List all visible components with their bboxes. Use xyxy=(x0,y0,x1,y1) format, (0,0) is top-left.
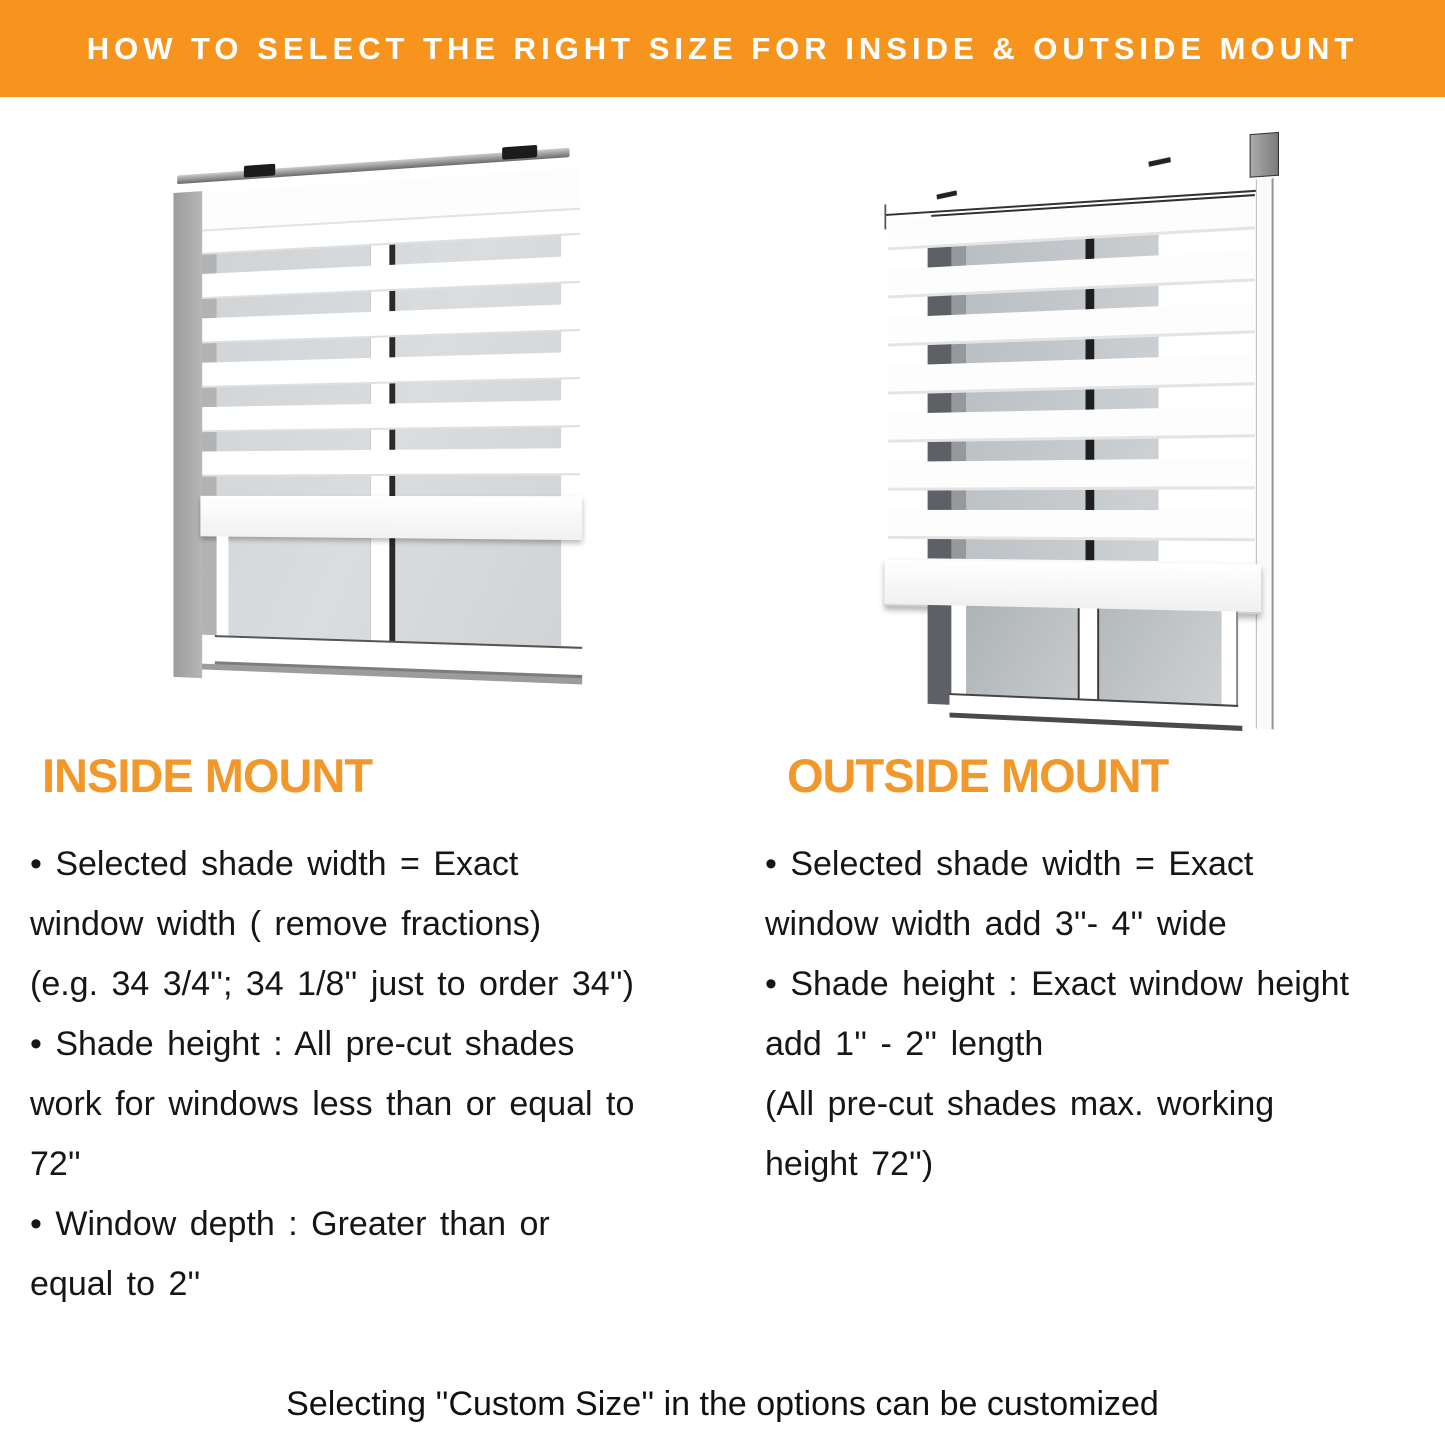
window-sash xyxy=(1222,611,1239,707)
window-sash xyxy=(951,605,966,699)
instruction-line: • Selected shade width = Exact xyxy=(765,845,1254,883)
mounting-screw-mark xyxy=(1148,157,1171,167)
header-banner xyxy=(0,0,1445,97)
instruction-line: (e.g. 34 3/4''; 34 1/8'' just to order 34'') xyxy=(30,965,634,1003)
window-glass xyxy=(1099,609,1221,707)
instruction-line: height 72'') xyxy=(765,1145,934,1183)
shade-side-channel xyxy=(1256,178,1274,729)
instruction-line: (All pre-cut shades max. working xyxy=(765,1085,1275,1123)
zebra-shade-stripes xyxy=(202,208,580,497)
instruction-line: • Selected shade width = Exact xyxy=(30,845,519,883)
shade-bottom-rail xyxy=(200,496,582,540)
mounting-clip xyxy=(244,164,275,178)
inside-mount-instructions xyxy=(30,834,725,1314)
window-mullion xyxy=(1078,608,1099,701)
mounting-clip xyxy=(502,145,537,160)
outside-mount-perspective-wrapper xyxy=(877,124,1279,743)
instruction-line: • Shade height : All pre-cut shades xyxy=(30,1025,575,1063)
inside-mount-perspective-wrapper xyxy=(174,137,580,710)
ceiling-mount-bracket xyxy=(1250,132,1279,178)
inside-mount-illustration xyxy=(158,152,578,700)
outside-mount-instructions xyxy=(765,834,1437,1194)
window-glass xyxy=(966,606,1078,701)
mounting-screw-mark xyxy=(936,190,957,199)
outside-mount-heading: OUTSIDE MOUNT xyxy=(787,749,1169,802)
custom-size-note: Selecting ''Custom Size'' in the options can be customized xyxy=(286,1385,1159,1423)
instruction-line: work for windows less than or equal to xyxy=(30,1085,635,1123)
zebra-shade-stripes xyxy=(888,198,1255,564)
instruction-line: • Window depth : Greater than or xyxy=(30,1205,550,1243)
instruction-line: • Shade height : Exact window height xyxy=(765,965,1350,1003)
instruction-line: equal to 2'' xyxy=(30,1265,201,1303)
instruction-line: window width add 3''- 4'' wide xyxy=(765,905,1227,943)
instruction-line: 72'' xyxy=(30,1145,81,1183)
outside-mount-illustration xyxy=(862,140,1277,732)
banner-title: HOW TO SELECT THE RIGHT SIZE FOR INSIDE & OUTSIDE MOUNT xyxy=(86,30,1359,66)
ceiling-board-end xyxy=(884,204,886,229)
inside-mount-heading: INSIDE MOUNT xyxy=(42,749,373,802)
instruction-line: window width ( remove fractions) xyxy=(30,905,542,943)
window-recess-jamb xyxy=(928,605,952,705)
window-jamb xyxy=(174,191,203,678)
instruction-line: add 1'' - 2'' length xyxy=(765,1025,1044,1063)
window-sash xyxy=(217,536,229,635)
